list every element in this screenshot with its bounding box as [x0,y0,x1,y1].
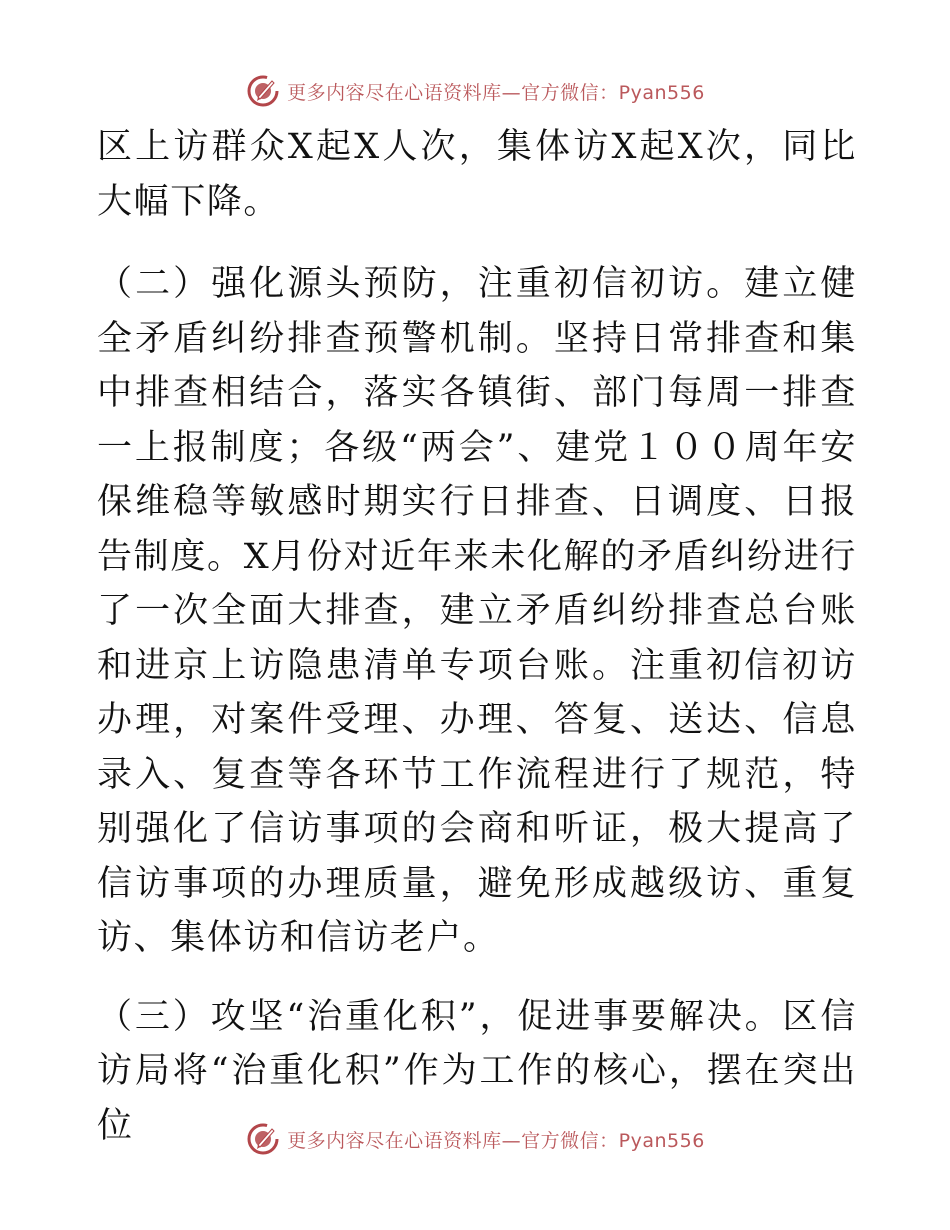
pen-circle-logo-icon [245,1121,281,1157]
document-body [97,120,857,1153]
paragraph: （二）强化源头预防，注重初信初访。建立健全矛盾纠纷排查预警机制。坚持日常排查和集中排查相结合，落实各镇街、部门每周一排查一上报制度；各级“两会”、建党１００周年安保维稳等敏感时期实行日排查、日调度、日报告制度。X月份对近年来未化解的矛盾纠纷进行了一次全面大排查，建立矛盾纠纷排查总台账和进京上访隐患清单专项台账。注重初信初访办理，对案件受理、办理、答复、送达、信息录入、复查等各环节工作流程进行了规范，特别强化了信访事项的会商和听证，极大提高了信访事项的办理质量，避免形成越级访、重复访、集体访和信访老户。 [97,264,857,958]
watermark-text: 更多内容尽在心语资料库—官方微信：Pyan556 [287,1129,705,1152]
paragraph: 区上访群众X起X人次，集体访X起X次，同比大幅下降。 [97,127,857,222]
pen-circle-logo-icon [245,73,281,109]
header-watermark [0,71,950,111]
watermark-text: 更多内容尽在心语资料库—官方微信：Pyan556 [287,81,705,104]
paragraph: （三）攻坚“治重化积”，促进事要解决。区信访局将“治重化积”作为工作的核心，摆在突出位 [97,996,857,1146]
footer-watermark [0,1119,950,1159]
